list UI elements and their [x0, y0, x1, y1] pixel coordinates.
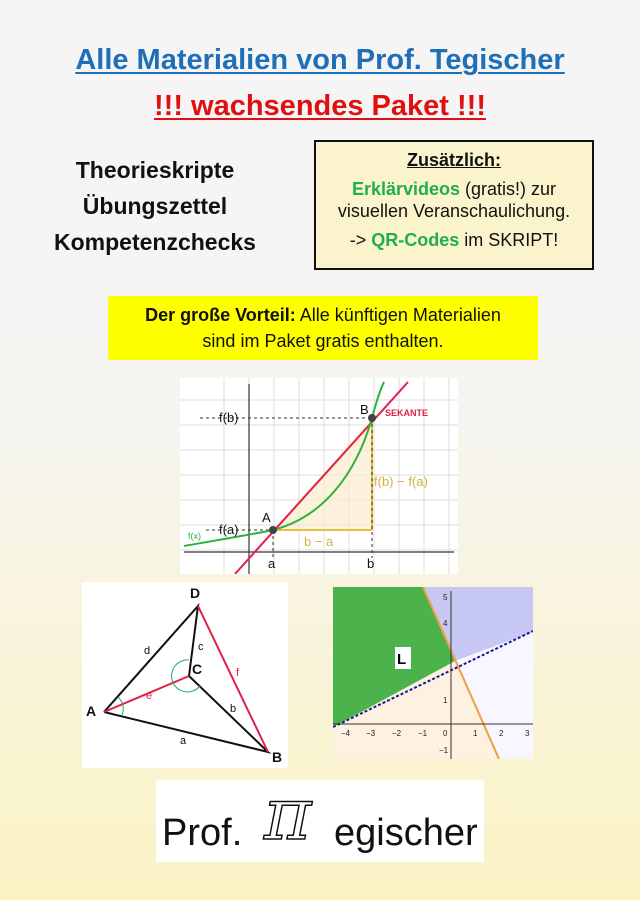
x-tick: 1	[473, 729, 478, 738]
logo-prefix: Prof.	[162, 812, 243, 854]
secant-figure	[180, 378, 458, 574]
point-a-label: A	[262, 510, 271, 525]
x-tick: 2	[499, 729, 504, 738]
side-d: d	[144, 645, 151, 657]
videos-rest: (gratis!) zur	[460, 179, 557, 199]
side-b: b	[230, 703, 237, 715]
extra-line-2: visuellen Veranschaulichung.	[337, 201, 571, 221]
inequality-figure	[333, 587, 533, 759]
y-tick: −1	[439, 746, 449, 755]
videos-label: Erklärvideos	[351, 179, 461, 199]
vertex-c: C	[192, 661, 203, 677]
page-title	[0, 44, 640, 77]
fx-label: f(x)	[188, 531, 201, 541]
label-fb: f(b)	[219, 410, 239, 425]
logo	[156, 772, 484, 862]
secant-label: SEKANTE	[385, 408, 429, 418]
page-title-text: Alle Materialien von Prof. Tegischer	[75, 44, 565, 76]
side-c: c	[198, 641, 204, 653]
page-subtitle-text: !!! wachsendes Paket !!!	[154, 90, 486, 122]
advantage-banner	[108, 296, 538, 360]
side-a: a	[180, 735, 187, 747]
fbfa-label: f(b) − f(a)	[374, 474, 428, 489]
logo-suffix: egischer	[334, 812, 478, 854]
axis-a-label: a	[268, 556, 276, 571]
advantage-bold: Der große Vorteil:	[145, 305, 296, 325]
page-subtitle	[0, 90, 640, 123]
axis-b-label: b	[367, 556, 375, 571]
x-tick: 3	[525, 729, 530, 738]
vertex-d: D	[190, 585, 201, 601]
qr-rest: im SKRIPT!	[459, 230, 559, 250]
advantage-text-1: Alle künftigen Materialien	[295, 305, 501, 325]
ba-label: b − a	[304, 534, 334, 549]
x-tick: −2	[392, 729, 402, 738]
diag-e: e	[146, 690, 153, 702]
extra-info-box	[314, 140, 594, 270]
material-item: Theorieskripte	[75, 157, 235, 183]
vertex-a: A	[86, 703, 97, 719]
label-fa: f(a)	[219, 522, 239, 537]
x-tick: 0	[443, 729, 448, 738]
x-tick: −1	[418, 729, 428, 738]
material-item: Übungszettel	[82, 193, 228, 219]
pi-icon: π	[264, 772, 312, 856]
point-b-label: B	[360, 402, 369, 417]
advantage-text-2: sind im Paket gratis enthalten.	[202, 331, 444, 351]
diag-f: f	[236, 667, 240, 679]
arrow-text: ->	[349, 230, 372, 250]
extra-line-3	[316, 229, 592, 251]
y-tick: 4	[443, 619, 448, 628]
x-tick: −3	[366, 729, 376, 738]
material-item: Kompetenzchecks	[54, 229, 256, 255]
y-tick: 1	[443, 696, 448, 705]
region-label: L	[397, 651, 407, 668]
vertex-b: B	[272, 749, 283, 765]
extra-heading: Zusätzlich:	[406, 150, 501, 170]
y-tick: 5	[443, 593, 448, 602]
quadrilateral-figure	[82, 582, 288, 768]
x-tick: −4	[341, 729, 351, 738]
materials-list	[30, 152, 280, 260]
qr-label: QR-Codes	[371, 230, 460, 250]
extra-line-1	[316, 178, 592, 222]
